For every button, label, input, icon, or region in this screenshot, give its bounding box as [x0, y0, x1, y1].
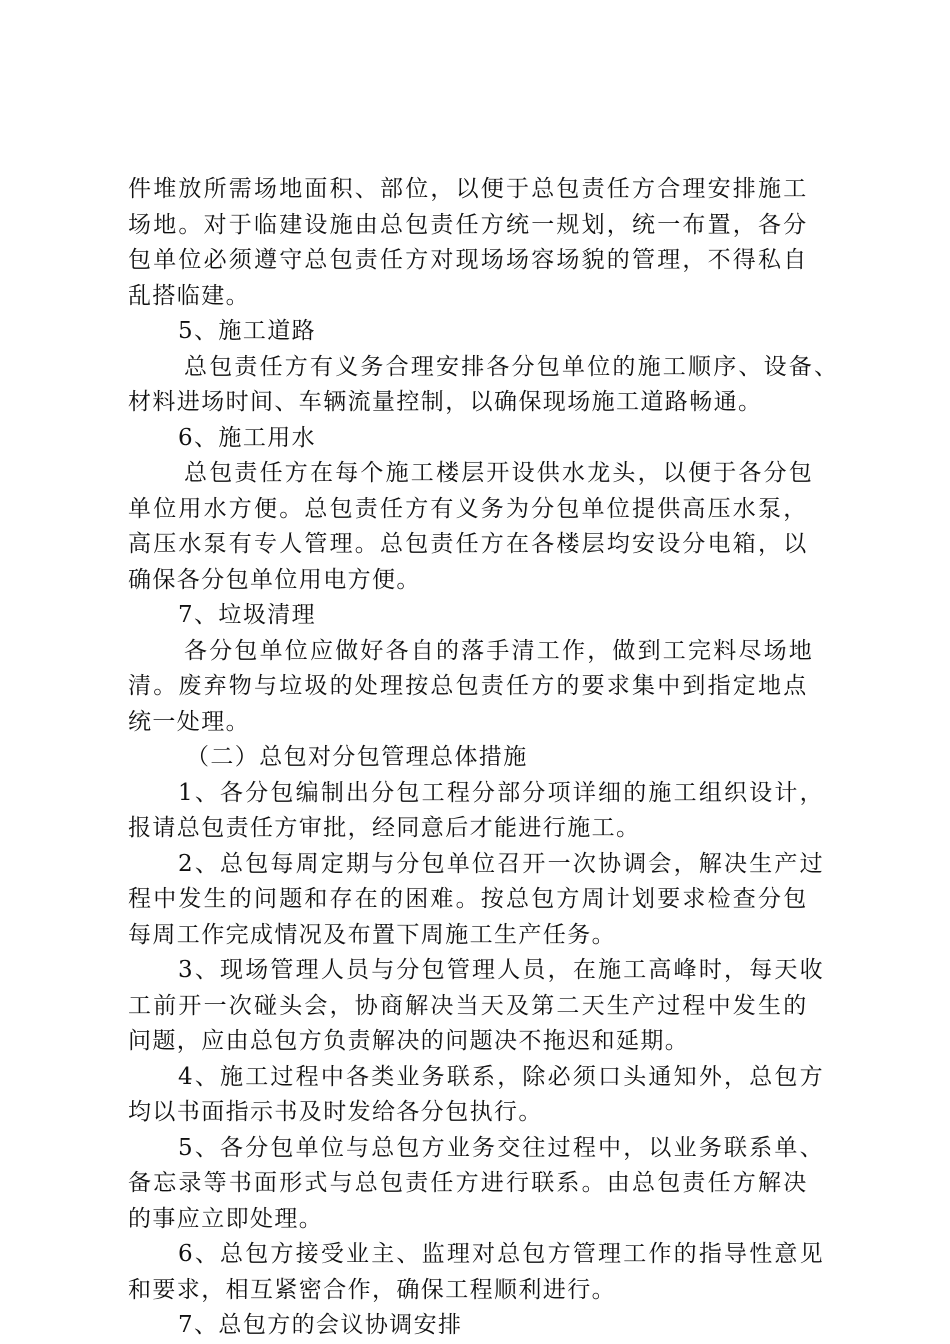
document-body	[128, 172, 840, 1344]
numbered-item: 3、现场管理人员与分包管理人员，在施工高峰时，每天收	[178, 957, 825, 983]
numbered-item: 1、各分包编制出分包工程分部分项详细的施工组织设计，	[178, 779, 825, 806]
section-heading: 5、施工道路	[178, 318, 317, 344]
text-line: 工前开一次碰头会，协商解决当天及第二天生产过程中发生的	[128, 992, 809, 1019]
text-line: 场地。对于临建设施由总包责任方统一规划，统一布置，各分	[128, 211, 809, 238]
text-line: 问题，应由总包方负责解决的问题决不拖迟和延期。	[128, 1028, 690, 1054]
text-line: 报请总包责任方审批，经同意后才能进行施工。	[128, 815, 641, 841]
text-line: 和要求，相互紧密合作，确保工程顺利进行。	[128, 1276, 616, 1303]
numbered-item: 6、总包方接受业主、监理对总包方管理工作的指导性意见	[178, 1241, 825, 1267]
numbered-item: 2、总包每周定期与分包单位召开一次协调会，解决生产过	[178, 850, 825, 877]
text-line: 每周工作完成情况及布置下周施工生产任务。	[128, 921, 616, 948]
text-line: 包单位必须遵守总包责任方对现场场容场貌的管理，不得私自	[128, 247, 809, 273]
paragraph-start: 各分包单位应做好各自的落手清工作，做到工完料尽场地	[184, 637, 814, 664]
paragraph-start: 总包责任方有义务合理安排各分包单位的施工顺序、设备、	[184, 353, 840, 380]
section-heading: 6、施工用水	[178, 424, 317, 451]
section-heading: 7、垃圾清理	[178, 602, 317, 628]
text-line: 材料进场时间、车辆流量控制，以确保现场施工道路畅通。	[128, 389, 763, 415]
text-line: 备忘录等书面形式与总包责任方进行联系。由总包责任方解决	[128, 1170, 809, 1196]
numbered-item: 5、各分包单位与总包方业务交往过程中，以业务联系单、	[178, 1134, 825, 1161]
text-line: 程中发生的问题和存在的困难。按总包方周计划要求检查分包	[128, 886, 809, 912]
text-line: 的事应立即处理。	[128, 1205, 324, 1232]
text-line: 均以书面指示书及时发给各分包执行。	[128, 1099, 543, 1125]
text-line: 确保各分包单位用电方便。	[128, 566, 421, 593]
numbered-item: 4、施工过程中各类业务联系，除必须口头通知外，总包方	[178, 1063, 825, 1090]
text-line: 乱搭临建。	[128, 282, 250, 309]
numbered-item: 7、总包方的会议协调安排	[178, 1312, 463, 1338]
chapter-heading: （二）总包对分包管理总体措施	[186, 744, 528, 770]
paragraph-start: 总包责任方在每个施工楼层开设供水龙头，以便于各分包	[184, 460, 814, 486]
text-line: 单位用水方便。总包责任方有义务为分包单位提供高压水泵，	[128, 495, 809, 522]
text-line: 高压水泵有专人管理。总包责任方在各楼层均安设分电箱，以	[128, 531, 809, 557]
text-line: 统一处理。	[128, 708, 250, 735]
text-line: 清。废弃物与垃圾的处理按总包责任方的要求集中到指定地点	[128, 673, 809, 699]
text-line: 件堆放所需场地面积、部位，以便于总包责任方合理安排施工	[128, 176, 809, 202]
